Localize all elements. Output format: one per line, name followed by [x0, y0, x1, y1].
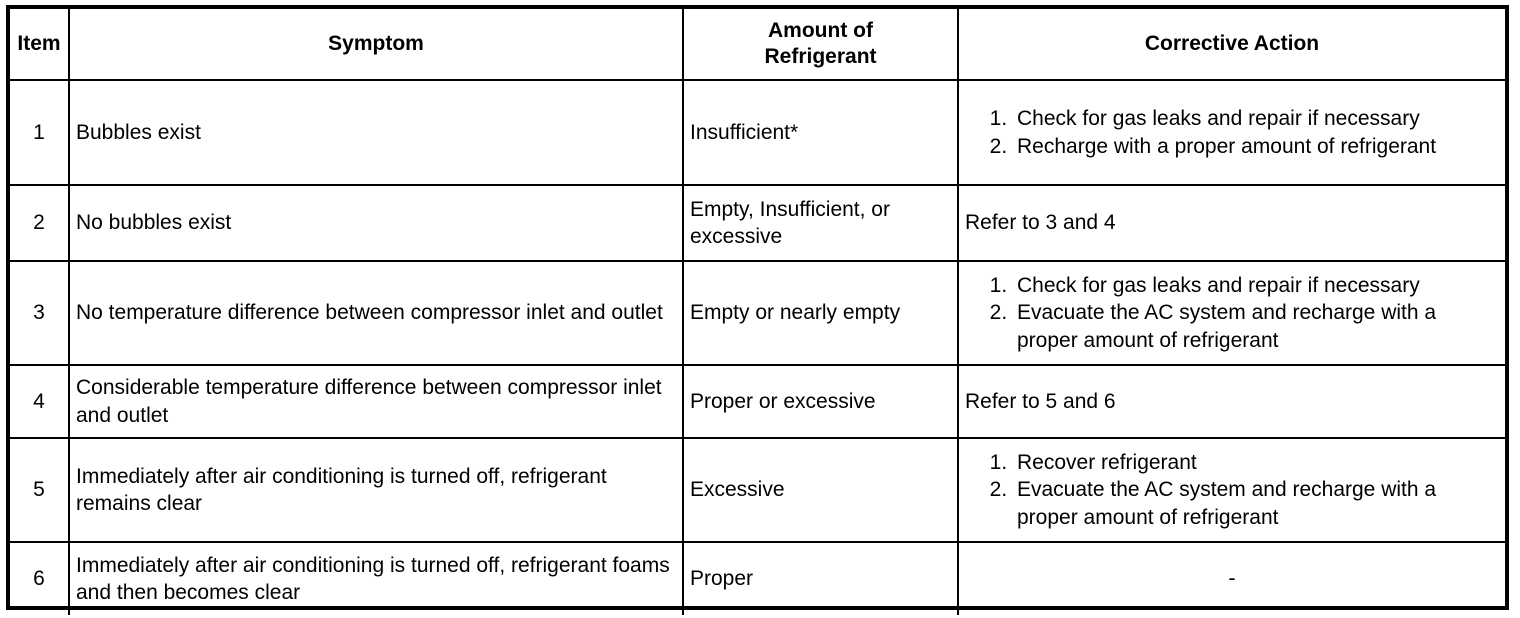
table-row [10, 438, 1505, 542]
action-step: 2. Recharge with a proper amount of refrigerant [1013, 133, 1499, 160]
item-cell: 1 [10, 80, 69, 185]
table-row [10, 542, 1505, 615]
action-step: 2. Evacuate the AC system and recharge with a proper amount of refrigerant [1013, 476, 1499, 531]
action-cell [958, 80, 1505, 185]
symptom-cell: Bubbles exist [69, 80, 683, 185]
header-symptom: Symptom [69, 9, 683, 80]
amount-cell: Empty, Insufficient, or excessive [683, 185, 958, 261]
action-list [965, 105, 1499, 160]
action-cell: - [958, 542, 1505, 615]
header-item: Item [10, 9, 69, 80]
action-cell [958, 438, 1505, 542]
symptom-cell: No bubbles exist [69, 185, 683, 261]
action-list [965, 449, 1499, 531]
header-amount-line1: Amount of [768, 18, 873, 42]
amount-cell: Proper [683, 542, 958, 615]
action-list [965, 272, 1499, 354]
header-row [10, 9, 1505, 80]
action-step: 2. Evacuate the AC system and recharge with a proper amount of refrigerant [1013, 299, 1499, 354]
symptom-cell: No temperature difference between compressor inlet and outlet [69, 261, 683, 365]
header-amount [683, 9, 958, 80]
header-action: Corrective Action [958, 9, 1505, 80]
item-cell: 5 [10, 438, 69, 542]
diagnosis-table [10, 9, 1505, 615]
action-cell: Refer to 3 and 4 [958, 185, 1505, 261]
amount-cell: Insufficient* [683, 80, 958, 185]
table-row [10, 185, 1505, 261]
symptom-cell: Considerable temperature difference between compressor inlet and outlet [69, 365, 683, 438]
amount-cell: Empty or nearly empty [683, 261, 958, 365]
table-row [10, 80, 1505, 185]
item-cell: 2 [10, 185, 69, 261]
header-amount-line2: Refrigerant [764, 45, 877, 68]
item-cell: 3 [10, 261, 69, 365]
table-row [10, 365, 1505, 438]
table-row [10, 261, 1505, 365]
refrigerant-table [6, 5, 1509, 610]
symptom-cell: Immediately after air conditioning is turned off, refrigerant foams and then becomes clear [69, 542, 683, 615]
action-cell: Refer to 5 and 6 [958, 365, 1505, 438]
action-step: 1. Recover refrigerant [1013, 449, 1499, 476]
symptom-cell: Immediately after air conditioning is turned off, refrigerant remains clear [69, 438, 683, 542]
item-cell: 6 [10, 542, 69, 615]
action-step: 1. Check for gas leaks and repair if necessary [1013, 272, 1499, 299]
action-step: 1. Check for gas leaks and repair if necessary [1013, 105, 1499, 132]
action-cell [958, 261, 1505, 365]
amount-cell: Proper or excessive [683, 365, 958, 438]
amount-cell: Excessive [683, 438, 958, 542]
item-cell: 4 [10, 365, 69, 438]
